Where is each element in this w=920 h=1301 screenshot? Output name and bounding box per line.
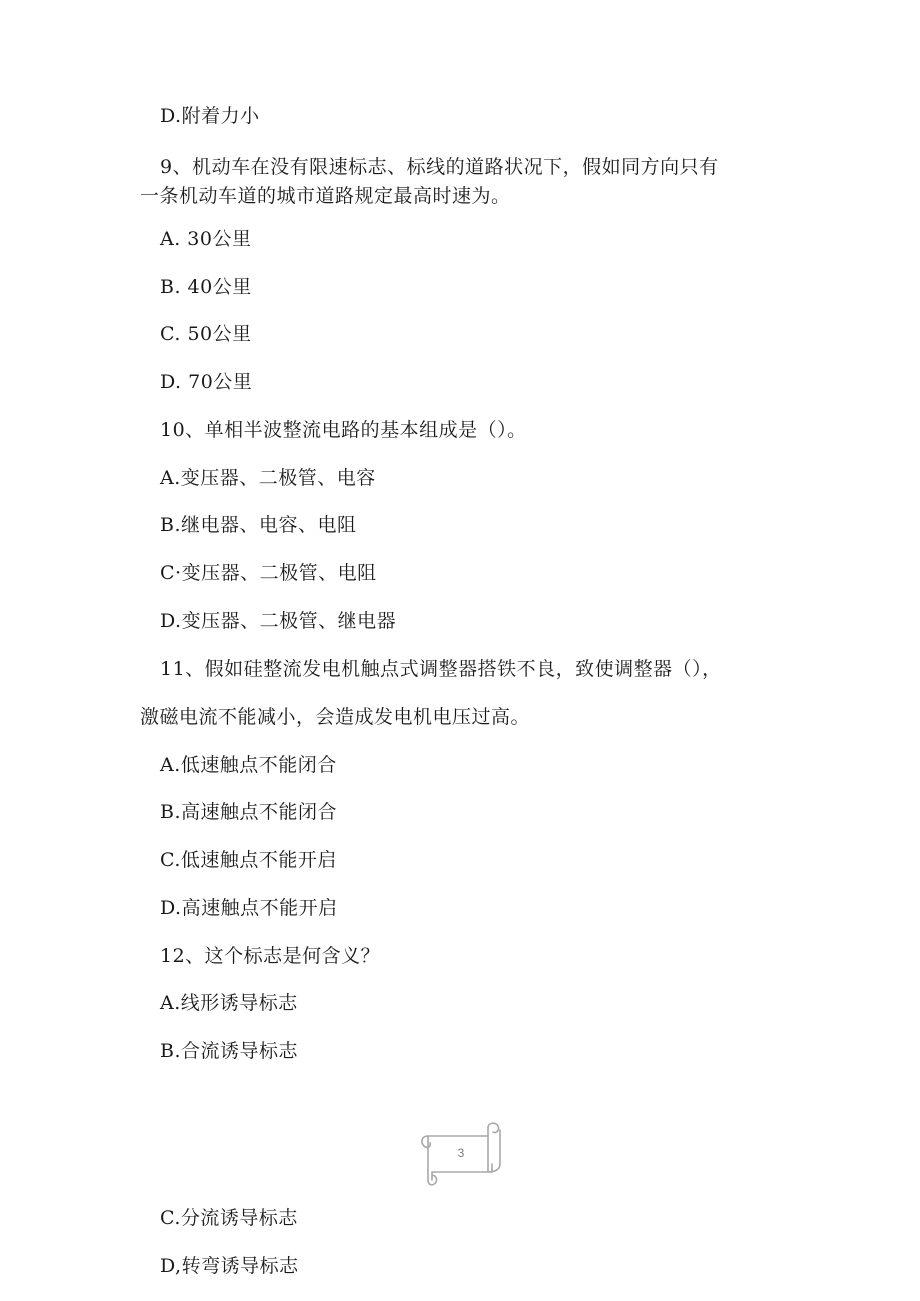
q10-option-b: B.继电器、电容、电阻 bbox=[160, 514, 357, 536]
q10-option-d: D.变压器、二极管、继电器 bbox=[160, 610, 397, 632]
q9-option-b: B. 40公里 bbox=[160, 276, 252, 298]
q12-option-b: B.合流诱导标志 bbox=[160, 1040, 299, 1062]
q11-question-line1: 11、假如硅整流发电机触点式调整器搭铁不良，致使调整器（）， bbox=[160, 658, 722, 680]
q9-option-a: A. 30公里 bbox=[160, 228, 252, 250]
q11-question-line2: 激磁电流不能减小，会造成发电机电压过高。 bbox=[140, 706, 531, 728]
q11-option-d: D.高速触点不能开启 bbox=[160, 897, 338, 919]
page-number-scroll-badge bbox=[418, 1120, 504, 1188]
q12-question: 12、这个标志是何含义？ bbox=[160, 945, 381, 967]
q8-option-d: D.附着力小 bbox=[160, 105, 260, 127]
q9-question-line2: 一条机动车道的城市道路规定最高时速为。 bbox=[140, 185, 511, 207]
q10-option-c: C·变压器、二极管、电阻 bbox=[160, 562, 377, 584]
q12-option-c: C.分流诱导标志 bbox=[160, 1207, 298, 1229]
q9-option-d: D. 70公里 bbox=[160, 371, 253, 393]
q10-option-a: A.变压器、二极管、电容 bbox=[160, 467, 376, 489]
q12-option-d: D,转弯诱导标志 bbox=[160, 1255, 299, 1277]
q11-option-a: A.低速触点不能闭合 bbox=[160, 754, 337, 776]
q11-option-c: C.低速触点不能开启 bbox=[160, 849, 337, 871]
q10-question: 10、单相半波整流电路的基本组成是（）。 bbox=[160, 419, 527, 441]
q9-option-c: C. 50公里 bbox=[160, 323, 252, 345]
page-number: 3 bbox=[457, 1146, 465, 1160]
q12-option-a: A.线形诱导标志 bbox=[160, 992, 298, 1014]
q9-question-line1: 9、机动车在没有限速标志、标线的道路状况下，假如同方向只有 bbox=[160, 156, 719, 178]
q11-option-b: B.高速触点不能闭合 bbox=[160, 801, 338, 823]
